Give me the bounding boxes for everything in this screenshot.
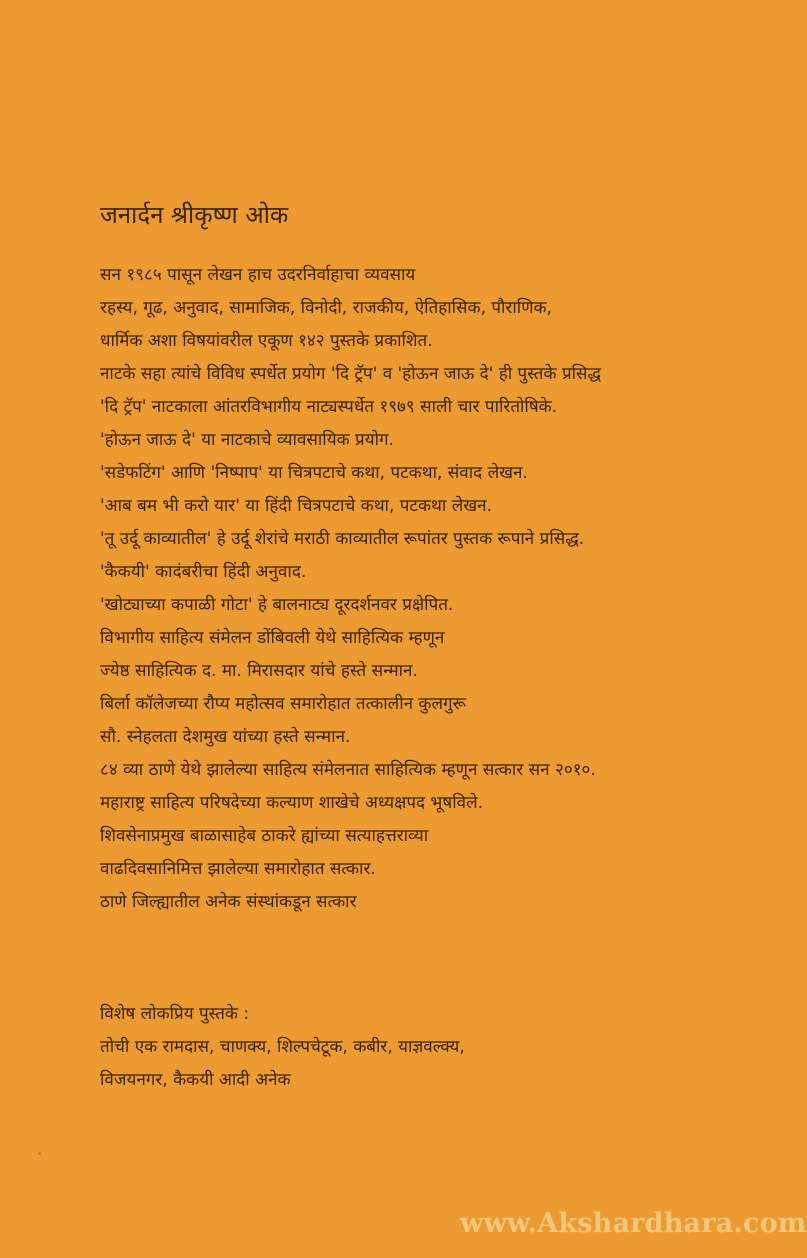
popular-books-heading: विशेष लोकप्रिय पुस्तके : <box>100 1004 250 1024</box>
website-watermark: www.Akshardhara.com <box>460 1208 807 1239</box>
bio-line: शिवसेनाप्रमुख बाळासाहेब ठाकरे ह्यांच्या सत्याहत्तराव्या <box>100 826 429 846</box>
author-bio-list <box>100 259 790 919</box>
bio-line: महाराष्ट्र साहित्य परिषदेच्या कल्याण शाखेचे अध्यक्षपद भूषविले. <box>100 793 483 813</box>
bio-line: 'आब बम भी करो यार' या हिंदी चित्रपटाचे कथा, पटकथा लेखन. <box>100 496 492 516</box>
popular-books-line: विजयनगर, कैकयी आदी अनेक <box>100 1070 291 1090</box>
bio-line: ८४ व्या ठाणे येथे झालेल्या साहित्य संमेलनात साहित्यिक म्हणून सत्कार सन २०१०. <box>100 760 596 780</box>
bio-line: वाढदिवसानिमित्त झालेल्या समारोहात सत्कार. <box>100 859 376 879</box>
bio-line: 'तू उर्दू काव्यातील' हे उर्दू शेरांचे मराठी काव्यातील रूपांतर पुस्तक रूपाने प्रसिद्ध. <box>100 529 585 549</box>
bio-line: ठाणे जिल्ह्यातील अनेक संस्थांकडून सत्कार <box>100 892 357 912</box>
bio-line: ज्येष्ठ साहित्यिक द. मा. मिरासदार यांचे हस्ते सन्मान. <box>100 661 418 681</box>
bio-line: सन १९८५ पासून लेखन हाच उदरनिर्वाहाचा व्यवसाय <box>100 265 416 285</box>
bio-line: 'सडेफटिंग' आणि 'निष्पाप' या चित्रपटाचे कथा, पटकथा, संवाद लेखन. <box>100 463 528 483</box>
bio-line: 'खोट्याच्या कपाळी गोटा' हे बालनाट्य दूरदर्शनवर प्रक्षेपित. <box>100 595 454 615</box>
bio-line: धार्मिक अशा विषयांवरील एकूण १४२ पुस्तके प्रकाशित. <box>100 331 433 351</box>
speck-mark <box>38 1152 41 1155</box>
bio-line: नाटके सहा त्यांचे विविध स्पर्धेत प्रयोग 'दि ट्रॅप' व 'होऊन जाऊ दे' ही पुस्तके प्रसिद्ध <box>100 364 602 384</box>
bio-line: बिर्ला कॉलेजच्या रौप्य महोत्सव समारोहात तत्कालीन कुलगुरू <box>100 694 466 714</box>
bio-line: 'होऊन जाऊ दे' या नाटकाचे व्यावसायिक प्रयोग. <box>100 430 394 450</box>
popular-books-line: तोची एक रामदास, चाणक्य, शिल्पचेटूक, कबीर, याज्ञवल्क्य, <box>100 1037 465 1057</box>
author-name: जनार्दन श्रीकृष्ण ओक <box>100 201 289 229</box>
bio-line: रहस्य, गूढ, अनुवाद, सामाजिक, विनोदी, राजकीय, ऐतिहासिक, पौराणिक, <box>100 298 552 318</box>
bio-line: सौ. स्नेहलता देशमुख यांच्या हस्ते सन्मान. <box>100 727 351 747</box>
bio-line: 'कैकयी' कादंबरीचा हिंदी अनुवाद. <box>100 562 307 582</box>
bio-line: विभागीय साहित्य संमेलन डोंबिवली येथे साहित्यिक म्हणून <box>100 628 445 648</box>
bio-line: 'दि ट्रॅप' नाटकाला आंतरविभागीय नाट्यस्पर्धेत १९७९ साली चार पारितोषिके. <box>100 397 558 417</box>
popular-books-section <box>100 998 790 1097</box>
